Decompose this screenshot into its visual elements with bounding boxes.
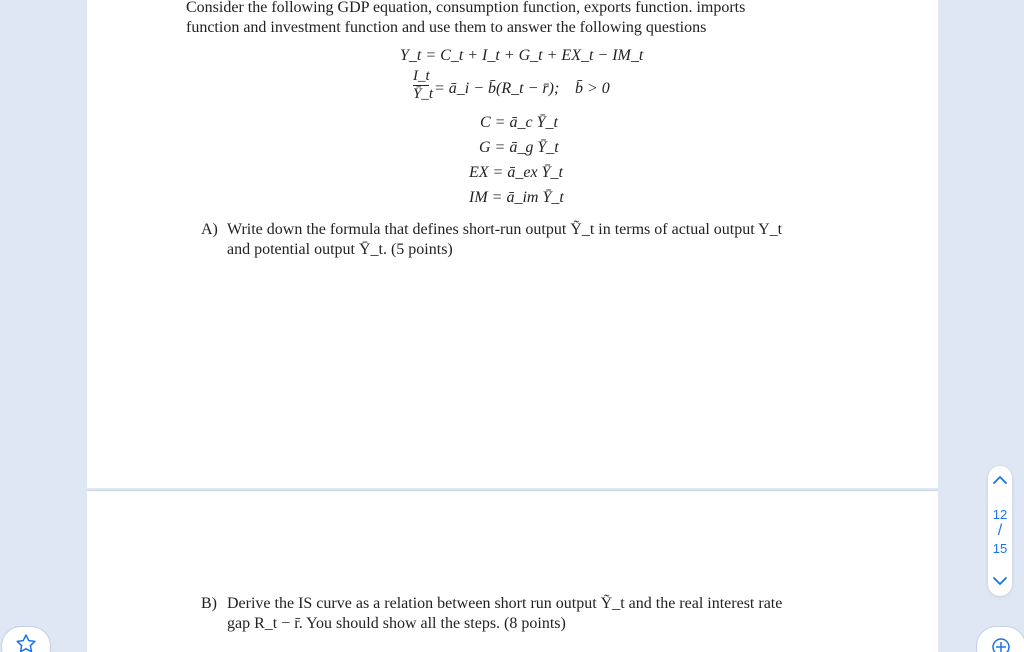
investment-numerator: I_t bbox=[413, 68, 430, 84]
consumption-equation: C = ā_c Ȳ_t bbox=[480, 114, 558, 131]
chevron-down-icon bbox=[988, 569, 1012, 593]
plus-circle-icon bbox=[977, 627, 1024, 652]
question-b-line-1: Derive the IS curve as a relation between short run output Ỹ_t and the real interest rate bbox=[227, 595, 783, 612]
question-a-line-1: Write down the formula that defines short-run output Ỹ_t in terms of actual output Y_t bbox=[227, 221, 783, 238]
exports-equation: EX = ā_ex Ȳ_t bbox=[469, 164, 563, 181]
star-icon bbox=[2, 627, 50, 652]
document-page-12 bbox=[87, 0, 938, 488]
total-pages: 15 bbox=[992, 541, 1008, 556]
government-equation: G = ā_g Ȳ_t bbox=[479, 139, 559, 156]
investment-condition: b̄ > 0 bbox=[575, 80, 610, 97]
page-separator: / bbox=[997, 522, 1003, 539]
gdp-equation: Y_t = C_t + I_t + G_t + EX_t − IM_t bbox=[400, 47, 644, 64]
previous-page-button[interactable] bbox=[988, 468, 1012, 492]
add-button[interactable] bbox=[976, 626, 1024, 652]
question-a-label: A) bbox=[201, 221, 218, 238]
intro-line-2: function and investment function and use them to answer the following questions bbox=[186, 19, 707, 36]
chevron-up-icon bbox=[988, 468, 1012, 492]
imports-equation: IM = ā_im Ȳ_t bbox=[469, 189, 564, 206]
investment-rhs: = ā_i − b̄(R_t − r̄); bbox=[434, 80, 560, 97]
question-b-label: B) bbox=[201, 595, 217, 612]
question-b-line-2: gap R_t − r̄. You should show all the steps. (8 points) bbox=[227, 615, 566, 632]
question-a-line-2: and potential output Ȳ_t. (5 points) bbox=[227, 241, 453, 258]
next-page-button[interactable] bbox=[988, 569, 1012, 593]
current-page-number: 12 bbox=[992, 507, 1008, 522]
page-navigator bbox=[988, 466, 1012, 596]
intro-line-1: Consider the following GDP equation, consumption function, exports function. imports bbox=[186, 0, 746, 16]
investment-fraction bbox=[413, 68, 434, 103]
investment-denominator: Ȳ_t bbox=[413, 86, 434, 102]
favorite-button[interactable] bbox=[1, 626, 51, 652]
intro-paragraph bbox=[186, 0, 838, 38]
document-page-13 bbox=[87, 490, 938, 652]
